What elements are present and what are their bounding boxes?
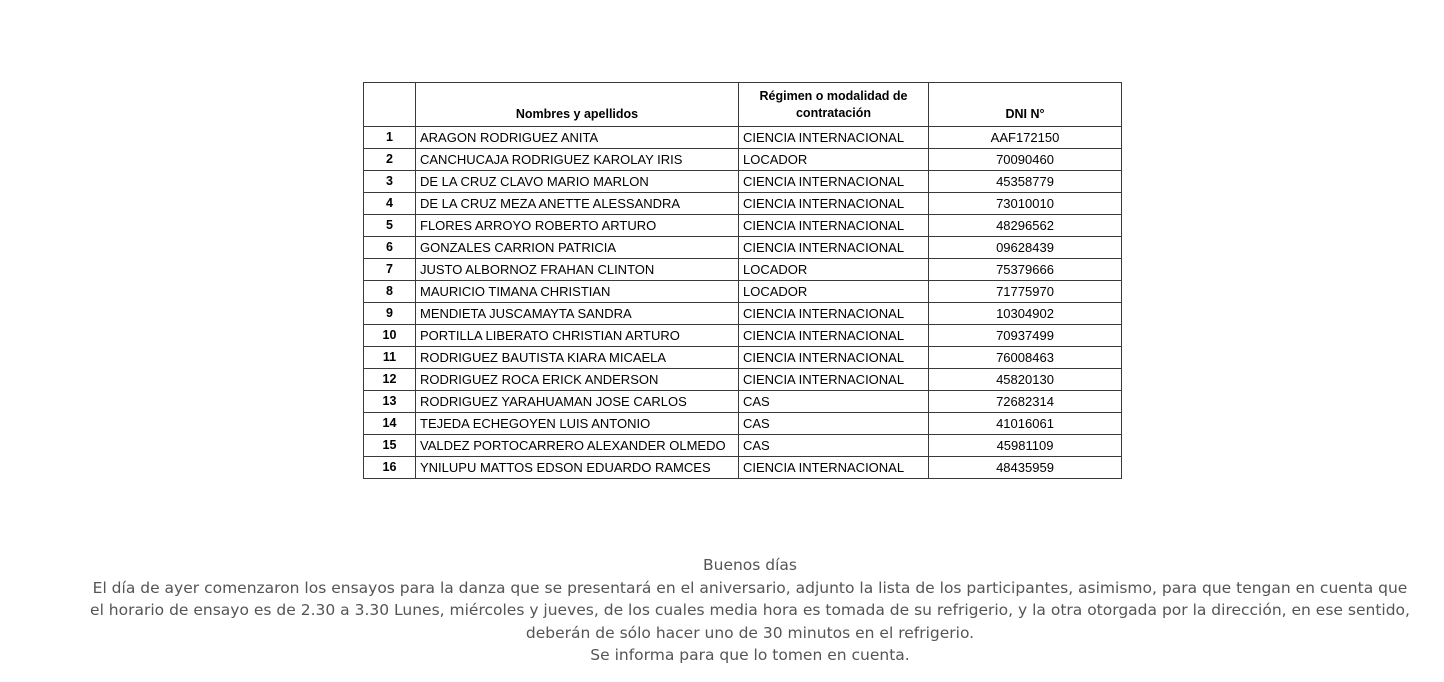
table-row [364,215,1122,237]
row-regimen: CIENCIA INTERNACIONAL [739,303,929,325]
row-number: 7 [364,259,416,281]
row-number: 5 [364,215,416,237]
message-body: El día de ayer comenzaron los ensayos para la danza que se presentará en el aniversario, adjunto la lista de los participantes, asimismo, para que tengan en cuenta que el horario de ensayo es de 2.30 a 3.30 Lunes, miércoles y jueves, de los cuales media hora es tomada de su refrigerio, y la otra otorgada por la dirección, en ese sentido, deberán de sólo hacer uno de 30 minutos en el refrigerio. [90,578,1410,642]
table-header-row [364,83,1122,127]
table-row [364,391,1122,413]
header-num [364,83,416,127]
row-number: 10 [364,325,416,347]
table-row [364,149,1122,171]
row-dni: 48435959 [929,457,1122,479]
message-block [90,554,1410,667]
row-nombre: MENDIETA JUSCAMAYTA SANDRA [416,303,739,325]
row-nombre: GONZALES CARRION PATRICIA [416,237,739,259]
row-dni: 45358779 [929,171,1122,193]
row-nombre: DE LA CRUZ CLAVO MARIO MARLON [416,171,739,193]
row-regimen: CIENCIA INTERNACIONAL [739,369,929,391]
header-regimen: Régimen o modalidad de contratación [739,83,929,127]
row-regimen: CAS [739,391,929,413]
row-number: 3 [364,171,416,193]
table-row [364,435,1122,457]
row-nombre: FLORES ARROYO ROBERTO ARTURO [416,215,739,237]
row-dni: 48296562 [929,215,1122,237]
row-regimen: CIENCIA INTERNACIONAL [739,193,929,215]
row-nombre: RODRIGUEZ BAUTISTA KIARA MICAELA [416,347,739,369]
table-row [364,171,1122,193]
row-dni: 73010010 [929,193,1122,215]
table-row [364,457,1122,479]
row-dni: 09628439 [929,237,1122,259]
row-dni: 76008463 [929,347,1122,369]
row-number: 4 [364,193,416,215]
row-dni: 45981109 [929,435,1122,457]
row-nombre: ARAGON RODRIGUEZ ANITA [416,127,739,149]
row-dni: 70090460 [929,149,1122,171]
row-nombre: YNILUPU MATTOS EDSON EDUARDO RAMCES [416,457,739,479]
row-number: 13 [364,391,416,413]
table-row [364,303,1122,325]
row-regimen: CIENCIA INTERNACIONAL [739,127,929,149]
table-body [364,127,1122,479]
participants-table [363,82,1122,479]
row-number: 8 [364,281,416,303]
table-row [364,369,1122,391]
row-regimen: CIENCIA INTERNACIONAL [739,171,929,193]
row-regimen: CIENCIA INTERNACIONAL [739,457,929,479]
row-number: 1 [364,127,416,149]
row-regimen: CAS [739,435,929,457]
message-closing: Se informa para que lo tomen en cuenta. [590,646,910,664]
table-row [364,127,1122,149]
row-dni: 45820130 [929,369,1122,391]
header-nombres: Nombres y apellidos [416,83,739,127]
row-nombre: DE LA CRUZ MEZA ANETTE ALESSANDRA [416,193,739,215]
table-row [364,413,1122,435]
row-number: 16 [364,457,416,479]
row-dni: 72682314 [929,391,1122,413]
row-regimen: CIENCIA INTERNACIONAL [739,347,929,369]
row-nombre: VALDEZ PORTOCARRERO ALEXANDER OLMEDO [416,435,739,457]
row-regimen: LOCADOR [739,281,929,303]
row-nombre: JUSTO ALBORNOZ FRAHAN CLINTON [416,259,739,281]
row-nombre: RODRIGUEZ YARAHUAMAN JOSE CARLOS [416,391,739,413]
row-nombre: TEJEDA ECHEGOYEN LUIS ANTONIO [416,413,739,435]
row-number: 12 [364,369,416,391]
row-regimen: CIENCIA INTERNACIONAL [739,325,929,347]
header-dni: DNI N° [929,83,1122,127]
row-regimen: LOCADOR [739,259,929,281]
row-number: 6 [364,237,416,259]
table-row [364,193,1122,215]
row-dni: 75379666 [929,259,1122,281]
row-number: 11 [364,347,416,369]
row-dni: 41016061 [929,413,1122,435]
table-row [364,259,1122,281]
table-row [364,325,1122,347]
table-row [364,237,1122,259]
row-regimen: LOCADOR [739,149,929,171]
row-dni: 10304902 [929,303,1122,325]
row-number: 2 [364,149,416,171]
row-dni: 70937499 [929,325,1122,347]
table-row [364,347,1122,369]
row-regimen: CAS [739,413,929,435]
message-greeting: Buenos días [702,556,798,574]
row-nombre: CANCHUCAJA RODRIGUEZ KAROLAY IRIS [416,149,739,171]
table-row [364,281,1122,303]
row-dni: AAF172150 [929,127,1122,149]
row-nombre: MAURICIO TIMANA CHRISTIAN [416,281,739,303]
row-nombre: PORTILLA LIBERATO CHRISTIAN ARTURO [416,325,739,347]
row-regimen: CIENCIA INTERNACIONAL [739,215,929,237]
row-nombre: RODRIGUEZ ROCA ERICK ANDERSON [416,369,739,391]
row-number: 9 [364,303,416,325]
row-dni: 71775970 [929,281,1122,303]
row-regimen: CIENCIA INTERNACIONAL [739,237,929,259]
row-number: 14 [364,413,416,435]
row-number: 15 [364,435,416,457]
